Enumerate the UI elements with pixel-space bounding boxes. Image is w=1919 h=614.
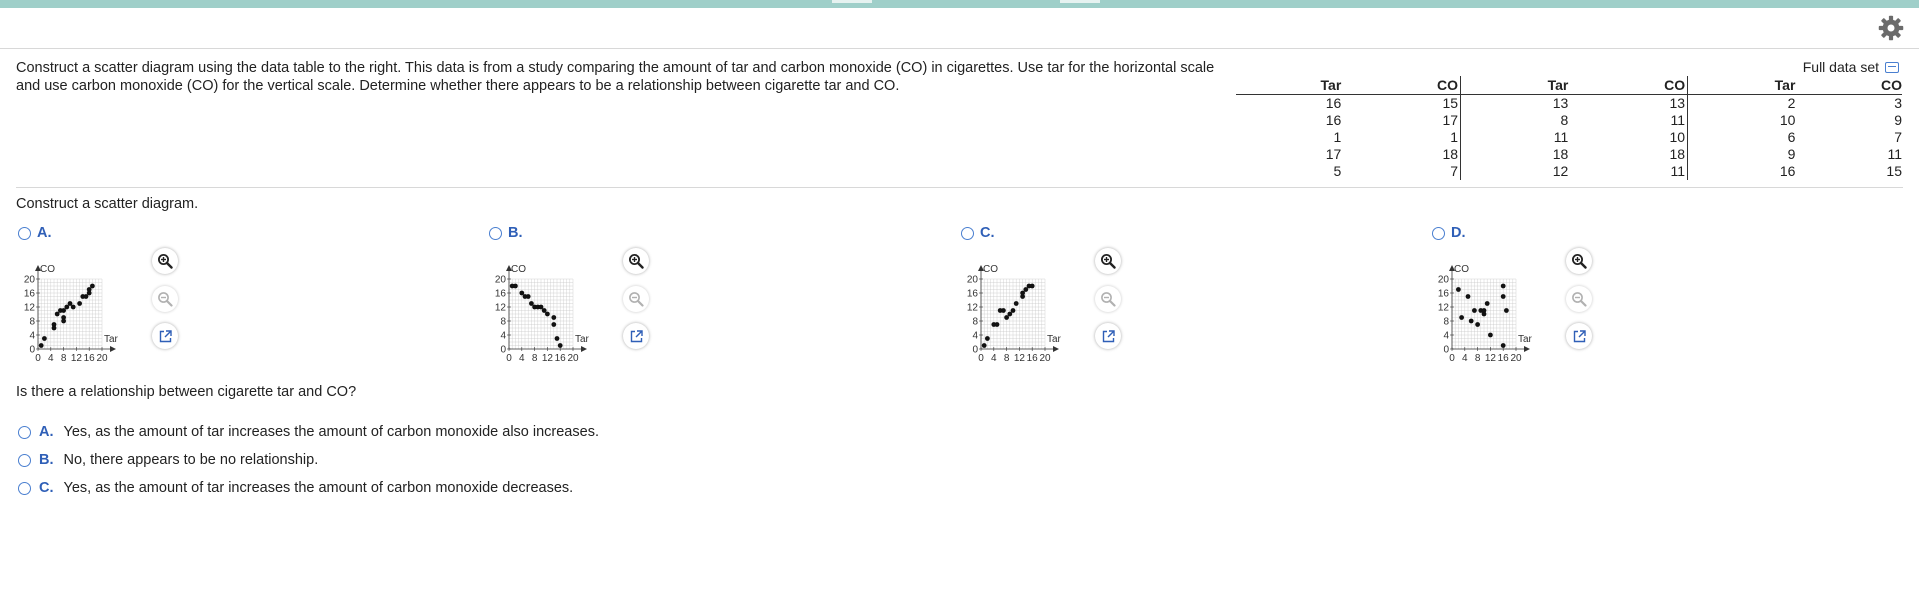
answer-a[interactable] [18,424,599,440]
option-letter: D. [1451,225,1466,241]
data-point [558,343,563,348]
x-tick-label: 16 [1026,353,1038,364]
table-cell: 11 [1568,112,1687,129]
y-tick-label: 20 [966,274,978,286]
table-cell: 5 [1333,163,1342,179]
data-point [985,336,990,341]
table-cell: 3 [1894,95,1902,111]
option-b-radio[interactable] [489,225,523,241]
x-tick-label: 12 [70,353,82,364]
x-tick-label: 0 [35,353,41,364]
zoom-in-button[interactable] [1095,248,1121,274]
data-point [1001,308,1006,313]
header-tar: Tar [1688,76,1796,95]
scatter-chart-d [1424,247,1564,369]
table-row [1236,146,1902,163]
popout-button[interactable] [1566,323,1592,349]
zoom-in-button[interactable] [623,248,649,274]
data-point [1459,315,1464,320]
data-point [551,322,556,327]
table-cell: 9 [1894,112,1902,128]
zoom-out-icon [1571,291,1587,307]
table-cell: 8 [1560,112,1569,128]
table-cell: 1 [1333,129,1342,145]
table-cell: 10 [1568,129,1687,146]
data-point [1011,308,1016,313]
x-axis-label: Tar [1047,334,1061,345]
x-tick-label: 16 [1497,353,1509,364]
y-tick-label: 8 [1443,316,1449,328]
data-point [1485,301,1490,306]
x-tick-label: 12 [1484,353,1496,364]
answer-letter: A. [39,424,54,440]
x-tick-label: 4 [991,353,997,364]
option-letter: C. [980,225,995,241]
table-cell: 12 [1552,163,1569,179]
x-tick-label: 20 [1510,353,1522,364]
data-point [77,301,82,306]
y-tick-label: 12 [966,302,978,314]
top-bar [0,0,1919,8]
y-tick-label: 0 [29,344,35,356]
y-tick-label: 0 [972,344,978,356]
data-point [1504,308,1509,313]
x-tick-label: 20 [567,353,579,364]
answer-text: Yes, as the amount of tar increases the amount of carbon monoxide decreases. [63,480,574,496]
data-point [1456,287,1461,292]
data-point [87,287,92,292]
y-tick-label: 20 [494,274,506,286]
data-point [526,294,531,299]
scatter-chart-c [953,247,1093,369]
y-axis-label: CO [1454,264,1469,275]
x-tick-label: 8 [531,353,538,364]
data-table-header-row [1236,76,1902,95]
radio-button[interactable] [18,426,31,439]
x-tick-label: 8 [60,353,67,364]
data-point [555,336,560,341]
table-cell: 16 [1325,95,1342,111]
data-point [1469,319,1474,324]
popout-button[interactable] [152,323,178,349]
table-cell: 7 [1894,129,1902,145]
y-tick-label: 0 [1443,344,1449,356]
part1-prompt: Construct a scatter diagram. [16,196,199,212]
table-row [1236,129,1902,146]
y-tick-label: 4 [500,330,506,342]
data-point [1020,291,1025,296]
answer-text: Yes, as the amount of tar increases the amount of carbon monoxide also increases. [63,424,599,440]
zoom-out-icon [628,291,644,307]
data-point [1501,343,1506,348]
data-point [545,312,550,317]
data-point [995,322,1000,327]
y-tick-label: 8 [500,316,506,328]
table-cell: 10 [1779,112,1796,128]
table-cell: 16 [1779,163,1796,179]
data-point [42,336,47,341]
table-cell: 18 [1552,146,1569,162]
table-cell: 17 [1325,146,1342,162]
y-tick-label: 12 [1437,302,1449,314]
y-tick-label: 20 [23,274,35,286]
y-tick-label: 16 [23,288,35,300]
x-axis-arrow [1053,346,1059,352]
zoom-out-icon [1100,291,1116,307]
y-tick-label: 12 [23,302,35,314]
table-row [1236,163,1902,180]
scatter-chart-a [10,247,150,369]
table-cell: 9 [1787,146,1796,162]
zoom-out-button[interactable] [1566,286,1592,312]
zoom-in-button[interactable] [152,248,178,274]
x-tick-label: 0 [978,353,984,364]
header-divider [0,48,1919,49]
x-tick-label: 12 [541,353,553,364]
x-tick-label: 16 [83,353,95,364]
x-tick-label: 16 [554,353,566,364]
data-point [1472,308,1477,313]
data-point [1501,294,1506,299]
data-point [71,305,76,310]
x-tick-label: 4 [48,353,54,364]
y-axis-label: CO [40,264,55,275]
data-point [1501,284,1506,289]
data-point [1466,294,1471,299]
top-bar-notch [832,0,872,3]
x-tick-label: 20 [96,353,108,364]
x-tick-label: 8 [1474,353,1481,364]
data-point [39,343,44,348]
radio-button[interactable] [18,482,31,495]
option-d-radio[interactable] [1432,225,1466,241]
x-axis-arrow [581,346,587,352]
y-tick-label: 4 [29,330,35,342]
data-point [61,319,66,324]
table-row [1236,112,1902,129]
zoom-in-button[interactable] [1566,248,1592,274]
x-tick-label: 12 [1013,353,1025,364]
table-cell: 11 [1887,146,1902,162]
x-axis-label: Tar [575,334,589,345]
popout-icon [1572,329,1587,344]
table-cell: 11 [1553,129,1569,145]
table-cell: 1 [1341,129,1460,146]
x-tick-label: 20 [1039,353,1051,364]
zoom-out-icon [157,291,173,307]
full-data-set-label: Full data set [1802,59,1879,75]
data-point [551,315,556,320]
popout-icon [1101,329,1116,344]
answer-b[interactable] [18,452,318,468]
y-tick-label: 16 [966,288,978,300]
header-co: CO [1568,76,1687,95]
y-tick-label: 4 [972,330,978,342]
radio-button[interactable] [961,227,974,240]
data-point [1482,308,1487,313]
table-cell: 16 [1325,112,1342,128]
data-point [1030,284,1035,289]
scatter-chart-b [481,247,621,369]
table-cell: 6 [1787,129,1796,145]
table-cell: 15 [1886,163,1902,179]
full-data-set-link[interactable] [1803,59,1899,75]
x-tick-label: 4 [519,353,525,364]
gear-icon[interactable] [1877,14,1905,42]
data-point [982,343,987,348]
data-point [52,322,57,327]
section-divider [16,187,1903,188]
data-point [1014,301,1019,306]
table-cell: 15 [1341,95,1460,113]
x-tick-label: 4 [1462,353,1468,364]
radio-button[interactable] [18,454,31,467]
y-tick-label: 8 [972,316,978,328]
popout-icon [629,329,644,344]
zoom-in-icon [1571,253,1587,269]
table-row [1236,95,1902,113]
y-axis-label: CO [983,264,998,275]
question-text: Construct a scatter diagram using the data table to the right. This data is from a study comparing the amount of tar and carbon monoxide (CO) in cigarettes. Use tar for the horizontal scale and use carbon monoxide (CO) for the vertical scale. Determine whether there appears to be a relationship between cigarette tar and CO. [16,60,1215,94]
x-axis-arrow [1524,346,1530,352]
top-bar-notch [1060,0,1100,3]
y-tick-label: 4 [1443,330,1449,342]
data-point [1475,322,1480,327]
option-c-radio[interactable] [961,225,995,241]
zoom-out-button[interactable] [623,286,649,312]
x-tick-label: 8 [1003,353,1010,364]
table-cell: 7 [1341,163,1460,180]
table-cell: 13 [1552,95,1569,111]
part2-prompt: Is there a relationship between cigarette tar and CO? [16,384,357,400]
table-cell: 17 [1341,112,1460,129]
answer-text: No, there appears to be no relationship. [63,452,319,468]
y-tick-label: 12 [494,302,506,314]
table-cell: 18 [1341,146,1460,163]
option-a-radio[interactable] [18,225,52,241]
zoom-out-button[interactable] [1095,286,1121,312]
radio-button[interactable] [18,227,31,240]
y-tick-label: 0 [500,344,506,356]
header-co: CO [1795,76,1902,95]
table-cell: 13 [1568,95,1687,113]
y-axis-label: CO [511,264,526,275]
answer-letter: B. [39,452,54,468]
option-letter: A. [37,225,52,241]
y-tick-label: 20 [1437,274,1449,286]
radio-button[interactable] [489,227,502,240]
table-cell: 2 [1787,95,1796,111]
zoom-in-icon [628,253,644,269]
x-axis-label: Tar [104,334,118,345]
answer-c[interactable] [18,480,573,496]
y-tick-label: 16 [1437,288,1449,300]
header-tar: Tar [1461,76,1569,95]
header-co: CO [1341,76,1460,95]
x-axis-label: Tar [1518,334,1532,345]
data-table [1236,76,1902,180]
y-tick-label: 8 [29,316,35,328]
popout-button[interactable] [1095,323,1121,349]
option-letter: B. [508,225,523,241]
y-tick-label: 16 [494,288,506,300]
table-cell: 11 [1568,163,1687,180]
popout-button[interactable] [623,323,649,349]
data-point [1488,333,1493,338]
popout-icon [158,329,173,344]
data-point [513,284,518,289]
header-tar: Tar [1236,76,1341,95]
x-tick-label: 0 [506,353,512,364]
zoom-in-icon [157,253,173,269]
x-axis-arrow [110,346,116,352]
x-tick-label: 0 [1449,353,1455,364]
zoom-out-button[interactable] [152,286,178,312]
radio-button[interactable] [1432,227,1445,240]
data-set-icon [1885,62,1899,73]
table-cell: 18 [1568,146,1687,163]
answer-letter: C. [39,480,54,496]
zoom-in-icon [1100,253,1116,269]
